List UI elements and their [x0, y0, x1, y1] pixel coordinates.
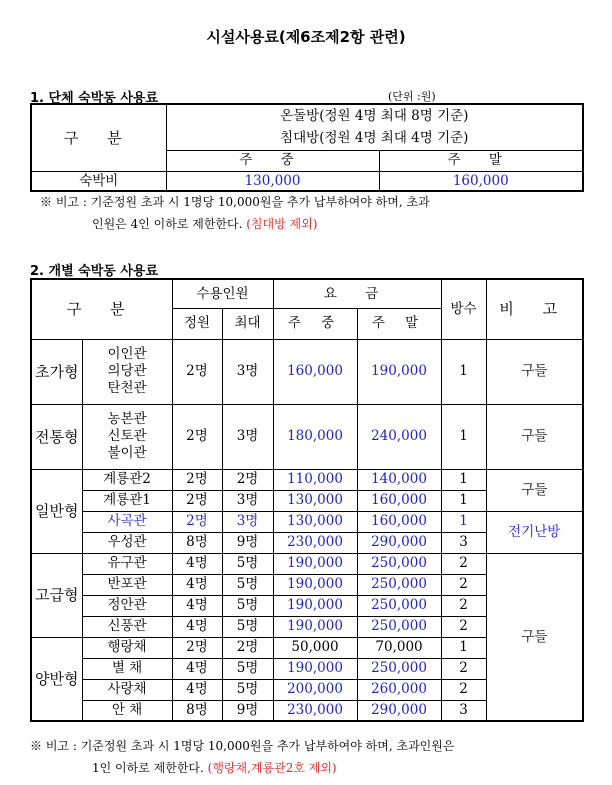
note-red: (침대방 제외): [246, 217, 318, 231]
header-fee: 요 금: [273, 279, 441, 308]
header-max: 최대: [222, 308, 273, 339]
facility-name: 계룡관2: [82, 469, 172, 490]
weekend-fee: 160,000: [357, 490, 441, 511]
weekday-fee: 130,000: [273, 490, 357, 511]
header-rooms: 방수: [441, 279, 486, 339]
regular-capacity: 2명: [172, 469, 222, 490]
regular-capacity: 4명: [172, 679, 222, 700]
header-category: 구 분: [31, 104, 166, 171]
regular-capacity: 4명: [172, 553, 222, 574]
regular-capacity: 4명: [172, 595, 222, 616]
remark-cell: 전기난방: [486, 511, 583, 553]
category-type: 양반형: [31, 637, 82, 721]
regular-capacity: 4명: [172, 574, 222, 595]
weekend-fee: 240,000: [357, 404, 441, 469]
room-count: 2: [441, 553, 486, 574]
max-capacity: 9명: [222, 700, 273, 721]
weekend-fee: 190,000: [357, 339, 441, 404]
room-count: 1: [441, 469, 486, 490]
room-count: 2: [441, 658, 486, 679]
regular-capacity: 4명: [172, 658, 222, 679]
weekday-fee: 110,000: [273, 469, 357, 490]
facility-name: 유구관: [82, 553, 172, 574]
weekday-fee: 160,000: [273, 339, 357, 404]
regular-capacity: 4명: [172, 616, 222, 637]
weekday-fee: 190,000: [273, 658, 357, 679]
facility-name: 신풍관: [82, 616, 172, 637]
weekend-fee: 250,000: [357, 616, 441, 637]
room-ondol-label: 온돌방(정원 4명 최대 8명 기준): [166, 104, 583, 127]
weekday-fee: 180,000: [273, 404, 357, 469]
regular-capacity: 8명: [172, 700, 222, 721]
note-prefix: ※ 비고 :: [30, 739, 77, 753]
room-count: 2: [441, 595, 486, 616]
weekday-fee: 50,000: [273, 637, 357, 658]
header-capacity: 수용인원: [172, 279, 273, 308]
remark-cell: 구들: [486, 553, 583, 721]
section1-note: [40, 191, 430, 235]
facility-name: 농본관 신토관 불이관: [82, 404, 172, 469]
max-capacity: 5명: [222, 574, 273, 595]
room-count: 1: [441, 339, 486, 404]
remark-cell: 구들: [486, 339, 583, 404]
weekend-fee: 290,000: [357, 532, 441, 553]
section2-heading: 2. 개별 숙박동 사용료: [30, 264, 159, 279]
weekend-price: 160,000: [379, 171, 583, 191]
weekday-fee: 230,000: [273, 532, 357, 553]
facility-name: 반포관: [82, 574, 172, 595]
weekday-fee: 190,000: [273, 574, 357, 595]
max-capacity: 5명: [222, 679, 273, 700]
note-line2: 1인 이하로 제한한다.: [92, 761, 204, 775]
facility-name: 별 채: [82, 658, 172, 679]
category-type: 일반형: [31, 469, 82, 553]
note-line2: 인원은 4인 이하로 제한한다.: [92, 217, 243, 231]
note-prefix: ※ 비고 :: [40, 195, 87, 209]
weekday-fee: 190,000: [273, 595, 357, 616]
unit-label: (단위 :원): [388, 90, 436, 103]
max-capacity: 3명: [222, 490, 273, 511]
max-capacity: 3명: [222, 511, 273, 532]
table-row: [31, 553, 583, 574]
room-count: 3: [441, 700, 486, 721]
weekday-fee: 230,000: [273, 700, 357, 721]
weekday-fee: 190,000: [273, 553, 357, 574]
fee-rows: [31, 339, 583, 721]
category-type: 초가형: [31, 339, 82, 404]
facility-name: 행랑채: [82, 637, 172, 658]
table-row: [31, 339, 583, 404]
weekday-fee: 200,000: [273, 679, 357, 700]
regular-capacity: 2명: [172, 637, 222, 658]
weekday-fee: 130,000: [273, 511, 357, 532]
facility-name: 계룡관1: [82, 490, 172, 511]
max-capacity: 2명: [222, 637, 273, 658]
weekend-fee: 260,000: [357, 679, 441, 700]
max-capacity: 5명: [222, 595, 273, 616]
room-count: 1: [441, 637, 486, 658]
regular-capacity: 2명: [172, 339, 222, 404]
individual-fee-table: [30, 278, 584, 722]
header-category: 구 분: [31, 279, 172, 339]
weekend-fee: 250,000: [357, 574, 441, 595]
facility-name: 안 채: [82, 700, 172, 721]
table-row: [31, 469, 583, 490]
header-remarks: 비 고: [486, 279, 583, 339]
note-red: (행랑채,계룡관2호 제외): [207, 761, 337, 775]
max-capacity: 5명: [222, 658, 273, 679]
weekend-fee: 290,000: [357, 700, 441, 721]
regular-capacity: 2명: [172, 511, 222, 532]
header-weekend: 주 말: [379, 150, 583, 171]
room-count: 2: [441, 574, 486, 595]
category-type: 전통형: [31, 404, 82, 469]
weekend-fee: 160,000: [357, 511, 441, 532]
facility-name: 사랑채: [82, 679, 172, 700]
max-capacity: 9명: [222, 532, 273, 553]
group-fee-table: [30, 103, 584, 192]
facility-name: 사곡관: [82, 511, 172, 532]
header-weekend: 주 말: [357, 308, 441, 339]
max-capacity: 3명: [222, 404, 273, 469]
weekend-fee: 250,000: [357, 595, 441, 616]
regular-capacity: 8명: [172, 532, 222, 553]
header-weekday: 주 중: [166, 150, 379, 171]
row-label: 숙박비: [31, 171, 166, 191]
max-capacity: 2명: [222, 469, 273, 490]
section1-heading: 1. 단체 숙박동 사용료: [30, 91, 159, 106]
room-count: 2: [441, 679, 486, 700]
room-count: 2: [441, 616, 486, 637]
regular-capacity: 2명: [172, 490, 222, 511]
note-line1: 기준정원 초과 시 1명당 10,000원을 추가 납부하여야 하며, 초과: [90, 195, 430, 209]
room-count: 1: [441, 404, 486, 469]
header-regular: 정원: [172, 308, 222, 339]
max-capacity: 3명: [222, 339, 273, 404]
section2-note: [30, 735, 454, 779]
weekend-fee: 250,000: [357, 658, 441, 679]
regular-capacity: 2명: [172, 404, 222, 469]
page-title: 시설사용료(제6조제2항 관련): [206, 28, 406, 46]
table-row: [31, 511, 583, 532]
max-capacity: 5명: [222, 553, 273, 574]
room-count: 3: [441, 532, 486, 553]
weekday-price: 130,000: [166, 171, 379, 191]
room-bed-label: 침대방(정원 4명 최대 4명 기준): [166, 127, 583, 150]
header-weekday: 주 중: [273, 308, 357, 339]
category-type: 고급형: [31, 553, 82, 637]
remark-cell: 구들: [486, 404, 583, 469]
room-count: 1: [441, 511, 486, 532]
facility-name: 정안관: [82, 595, 172, 616]
weekend-fee: 250,000: [357, 553, 441, 574]
facility-name: 우성관: [82, 532, 172, 553]
weekend-fee: 70,000: [357, 637, 441, 658]
room-count: 1: [441, 490, 486, 511]
weekend-fee: 140,000: [357, 469, 441, 490]
weekday-fee: 190,000: [273, 616, 357, 637]
table-row: [31, 404, 583, 469]
max-capacity: 5명: [222, 616, 273, 637]
facility-name: 이인관 의당관 탄천관: [82, 339, 172, 404]
remark-cell: 구들: [486, 469, 583, 511]
note-line1: 기준정원 초과 시 1명당 10,000원을 추가 납부하여야 하며, 초과인원은: [80, 739, 455, 753]
